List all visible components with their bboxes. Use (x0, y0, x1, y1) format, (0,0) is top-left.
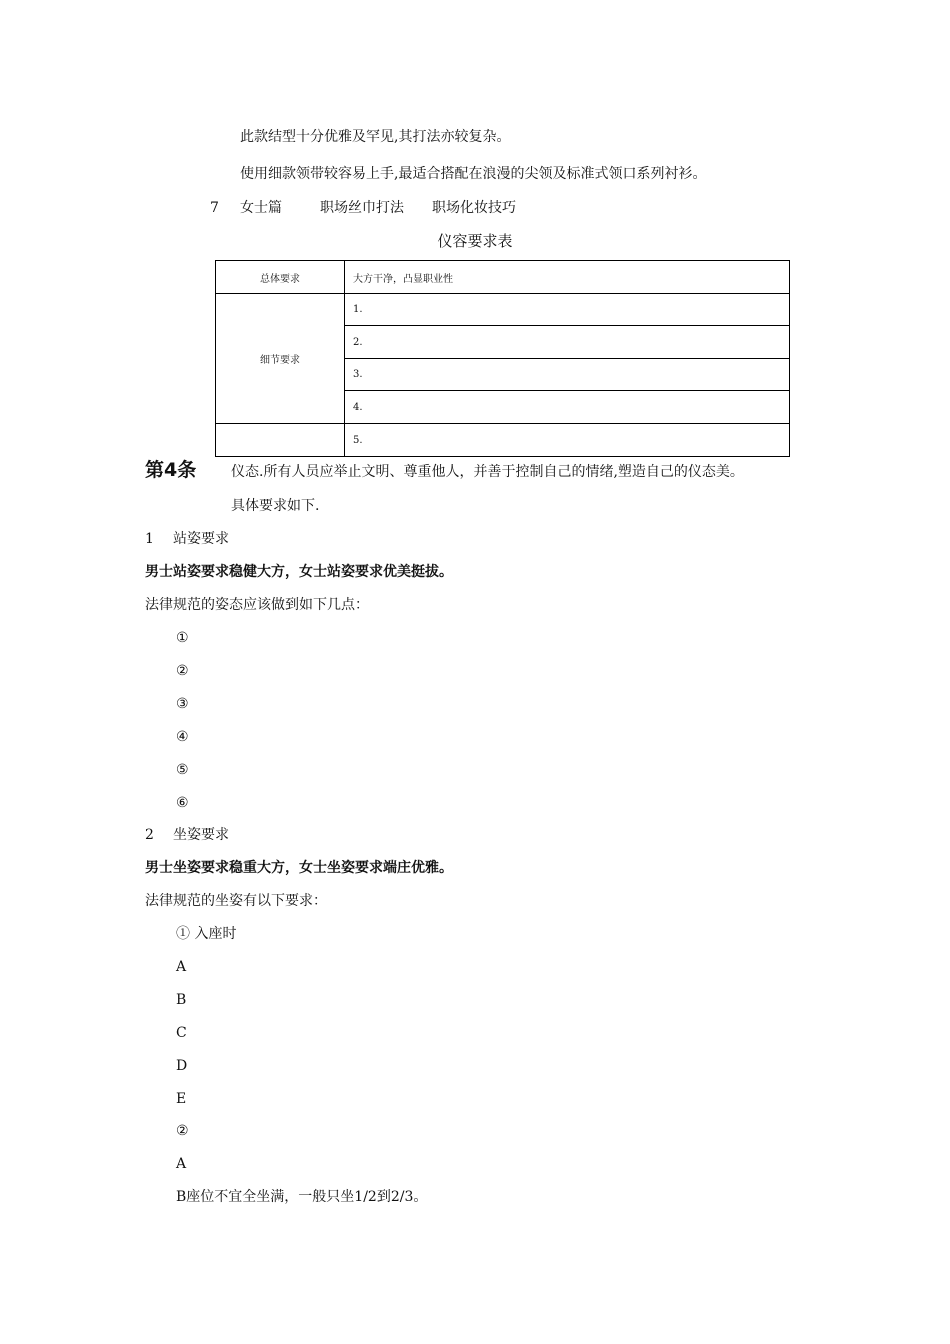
sitting-letter-a: A (176, 959, 187, 975)
detail-cell-1: 1. (345, 294, 790, 326)
overall-label-cell: 总体要求 (216, 261, 345, 294)
detail-label-cell: 细节要求 (216, 294, 345, 424)
table-row (216, 294, 790, 326)
intro-line-2: 使用细款领带较容易上手,最适合搭配在浪漫的尖领及标准式领口系列衬衫。 (240, 166, 707, 182)
section-7-line (210, 199, 516, 217)
article-4-text-2: 具体要求如下. (231, 498, 320, 514)
table-row (216, 261, 790, 294)
sitting-title-line (145, 826, 229, 844)
sitting-number: 2 (145, 827, 154, 843)
section-7-number: 7 (210, 200, 219, 216)
standing-point-3: ③ (176, 696, 189, 712)
article-4-heading: 第4条 (145, 459, 197, 481)
section-7-makeup: 职场化妆技巧 (432, 200, 516, 216)
section-7-scarf: 职场丝巾打法 (320, 200, 404, 216)
standing-point-5: ⑤ (176, 762, 189, 778)
standing-number: 1 (145, 531, 154, 547)
sitting-letter-e: E (176, 1091, 187, 1107)
sitting-letter-d: D (176, 1058, 188, 1074)
detail-cell-2: 2. (345, 326, 790, 359)
appearance-requirements-table (215, 260, 790, 457)
sitting-intro: 法律规范的坐姿有以下要求： (145, 893, 327, 909)
table-row (216, 424, 790, 457)
sitting-item-2-a: A (176, 1156, 187, 1172)
sitting-letter-b: B (176, 992, 187, 1008)
standing-intro: 法律规范的姿态应该做到如下几点： (145, 597, 369, 613)
article-4-text: 仪态.所有人员应举止文明、尊重他人，并善于控制自己的情绪,塑造自己的仪态美。 (231, 464, 744, 480)
table-caption: 仪容要求表 (437, 232, 513, 250)
sitting-bold: 男士坐姿要求稳重大方，女士坐姿要求端庄优雅。 (145, 860, 453, 876)
empty-cell (216, 424, 345, 457)
detail-cell-4: 4. (345, 391, 790, 424)
standing-point-4: ④ (176, 729, 189, 745)
intro-line-1: 此款结型十分优雅及罕见,其打法亦较复杂。 (240, 129, 511, 145)
sitting-item-1: ① 入座时 (176, 926, 237, 942)
standing-point-1: ① (176, 630, 189, 646)
sitting-letter-c: C (176, 1025, 187, 1041)
detail-cell-5: 5. (345, 424, 790, 457)
standing-point-2: ② (176, 663, 189, 679)
standing-bold: 男士站姿要求稳健大方，女士站姿要求优美挺拔。 (145, 564, 453, 580)
sitting-item-2-b: B座位不宜全坐满，一般只坐1/2到2/3。 (176, 1189, 428, 1205)
overall-value-cell: 大方干净，凸显职业性 (345, 261, 790, 294)
sitting-item-2: ② (176, 1123, 189, 1139)
section-7-women: 女士篇 (240, 200, 282, 216)
standing-point-6: ⑥ (176, 795, 189, 811)
sitting-title: 坐姿要求 (173, 827, 229, 843)
standing-title-line (145, 530, 229, 548)
detail-cell-3: 3. (345, 359, 790, 391)
standing-title: 站姿要求 (173, 531, 229, 547)
